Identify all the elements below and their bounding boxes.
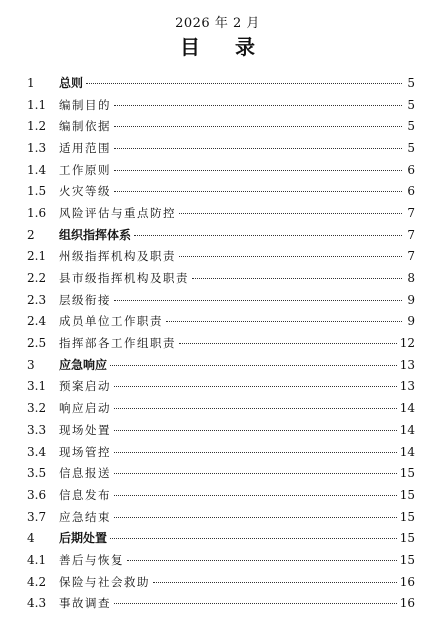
toc-entry-content bbox=[59, 379, 415, 393]
dot-leader bbox=[110, 365, 397, 366]
toc-entry-content bbox=[59, 423, 415, 437]
dot-leader bbox=[114, 191, 402, 192]
toc-entry-title: 预案启动 bbox=[59, 379, 111, 394]
toc-page-number: 16 bbox=[399, 574, 415, 589]
toc-page-number: 8 bbox=[407, 271, 415, 286]
toc-entry-title: 县市级指挥机构及职责 bbox=[59, 271, 189, 286]
toc-page-number: 7 bbox=[407, 205, 415, 220]
toc-entry-number: 2.2 bbox=[27, 271, 47, 286]
toc-entry-content bbox=[59, 575, 415, 589]
toc-entry-number: 1.5 bbox=[27, 184, 47, 199]
toc-entry-title: 适用范围 bbox=[59, 140, 111, 155]
toc-entry-content bbox=[59, 510, 415, 524]
toc-subsection-entry[interactable] bbox=[0, 137, 435, 159]
dot-leader bbox=[114, 473, 397, 474]
toc-entry-title: 风险评估与重点防控 bbox=[59, 205, 176, 220]
toc-entry-title: 指挥部各工作组职责 bbox=[59, 336, 176, 351]
dot-leader bbox=[114, 495, 397, 496]
toc-entry-number: 4.3 bbox=[27, 596, 47, 611]
toc-entry-number: 2.5 bbox=[27, 336, 47, 351]
toc-entry-number: 3.5 bbox=[27, 466, 47, 481]
toc-subsection-entry[interactable] bbox=[0, 289, 435, 311]
toc-entry-number: 3.3 bbox=[27, 422, 47, 437]
toc-subsection-entry[interactable] bbox=[0, 94, 435, 116]
table-of-contents bbox=[0, 72, 435, 614]
toc-entry-content bbox=[59, 141, 415, 155]
toc-subsection-entry[interactable] bbox=[0, 115, 435, 137]
dot-leader bbox=[114, 386, 397, 387]
toc-page-number: 15 bbox=[399, 487, 415, 502]
toc-entry-content bbox=[59, 184, 415, 198]
toc-page-number: 14 bbox=[399, 401, 415, 416]
toc-subsection-entry[interactable] bbox=[0, 180, 435, 202]
toc-subsection-entry[interactable] bbox=[0, 267, 435, 289]
dot-leader bbox=[192, 278, 402, 279]
toc-entry-content bbox=[59, 466, 415, 480]
toc-page-number: 14 bbox=[399, 422, 415, 437]
toc-entry-content bbox=[59, 336, 415, 350]
toc-entry-title: 信息发布 bbox=[59, 487, 111, 502]
toc-entry-title: 响应启动 bbox=[59, 401, 111, 416]
toc-section-entry[interactable] bbox=[0, 72, 435, 94]
toc-entry-content bbox=[59, 249, 415, 263]
toc-entry-content bbox=[59, 76, 415, 90]
toc-entry-title: 层级衔接 bbox=[59, 292, 111, 307]
toc-entry-content bbox=[59, 98, 415, 112]
toc-section-entry[interactable] bbox=[0, 527, 435, 549]
toc-page-number: 13 bbox=[399, 379, 415, 394]
dot-leader bbox=[114, 148, 402, 149]
toc-entry-number: 1.4 bbox=[27, 162, 47, 177]
toc-entry-content bbox=[59, 401, 415, 415]
dot-leader bbox=[114, 430, 397, 431]
toc-subsection-entry[interactable] bbox=[0, 332, 435, 354]
toc-entry-number: 1.6 bbox=[27, 205, 47, 220]
dot-leader bbox=[114, 126, 402, 127]
toc-subsection-entry[interactable] bbox=[0, 549, 435, 571]
toc-page-number: 15 bbox=[399, 509, 415, 524]
toc-subsection-entry[interactable] bbox=[0, 397, 435, 419]
toc-entry-number: 1.1 bbox=[27, 97, 47, 112]
toc-subsection-entry[interactable] bbox=[0, 506, 435, 528]
toc-entry-title: 现场管控 bbox=[59, 444, 111, 459]
toc-entry-title: 编制目的 bbox=[59, 97, 111, 112]
dot-leader bbox=[179, 213, 402, 214]
dot-leader bbox=[153, 582, 397, 583]
dot-leader bbox=[114, 105, 402, 106]
toc-entry-number: 1.2 bbox=[27, 119, 47, 134]
toc-page-number: 15 bbox=[399, 552, 415, 567]
toc-page-number: 15 bbox=[399, 466, 415, 481]
toc-entry-content bbox=[59, 163, 415, 177]
toc-page-number: 7 bbox=[407, 249, 415, 264]
toc-page-number: 6 bbox=[407, 162, 415, 177]
toc-page-number: 5 bbox=[407, 75, 415, 90]
toc-entry-number: 1 bbox=[27, 75, 35, 90]
dot-leader bbox=[179, 256, 402, 257]
toc-entry-title: 保险与社会救助 bbox=[59, 574, 150, 589]
toc-page-number: 5 bbox=[407, 97, 415, 112]
toc-page-number: 15 bbox=[399, 531, 415, 546]
toc-subsection-entry[interactable] bbox=[0, 159, 435, 181]
dot-leader bbox=[114, 300, 402, 301]
dot-leader bbox=[114, 170, 402, 171]
toc-page-number: 5 bbox=[407, 140, 415, 155]
toc-entry-number: 3.7 bbox=[27, 509, 47, 524]
dot-leader bbox=[134, 235, 402, 236]
toc-entry-content bbox=[59, 314, 415, 328]
toc-page-number: 5 bbox=[407, 119, 415, 134]
toc-entry-content bbox=[59, 488, 415, 502]
toc-entry-content bbox=[59, 271, 415, 285]
dot-leader bbox=[110, 538, 397, 539]
toc-entry-title: 现场处置 bbox=[59, 422, 111, 437]
toc-entry-number: 3.2 bbox=[27, 401, 47, 416]
toc-subsection-entry[interactable] bbox=[0, 376, 435, 398]
toc-entry-title: 工作原则 bbox=[59, 162, 111, 177]
toc-entry-number: 4.2 bbox=[27, 574, 47, 589]
toc-page-number: 12 bbox=[399, 336, 415, 351]
dot-leader bbox=[114, 452, 397, 453]
toc-page-number: 6 bbox=[407, 184, 415, 199]
toc-entry-number: 1.3 bbox=[27, 140, 47, 155]
dot-leader bbox=[86, 83, 402, 84]
toc-entry-content bbox=[59, 553, 415, 567]
toc-entry-content bbox=[59, 228, 415, 242]
toc-subsection-entry[interactable] bbox=[0, 419, 435, 441]
toc-entry-title: 成员单位工作职责 bbox=[59, 314, 163, 329]
toc-subsection-entry[interactable] bbox=[0, 202, 435, 224]
dot-leader bbox=[166, 321, 402, 322]
toc-entry-content bbox=[59, 445, 415, 459]
toc-entry-content bbox=[59, 358, 415, 372]
toc-entry-content bbox=[59, 206, 415, 220]
toc-entry-title: 事故调查 bbox=[59, 596, 111, 611]
dot-leader bbox=[114, 603, 397, 604]
dot-leader bbox=[127, 560, 397, 561]
toc-entry-title: 应急结束 bbox=[59, 509, 111, 524]
toc-subsection-entry[interactable] bbox=[0, 441, 435, 463]
toc-entry-content bbox=[59, 119, 415, 133]
toc-entry-number: 2.4 bbox=[27, 314, 47, 329]
toc-entry-title: 编制依据 bbox=[59, 119, 111, 134]
toc-entry-number: 2.3 bbox=[27, 292, 47, 307]
toc-page-number: 9 bbox=[407, 314, 415, 329]
toc-entry-number: 3.6 bbox=[27, 487, 47, 502]
toc-page-number: 14 bbox=[399, 444, 415, 459]
toc-entry-title: 总则 bbox=[59, 75, 84, 90]
toc-entry-title: 善后与恢复 bbox=[59, 552, 124, 567]
toc-subsection-entry[interactable] bbox=[0, 593, 435, 615]
toc-subsection-entry[interactable] bbox=[0, 571, 435, 593]
toc-entry-title: 火灾等级 bbox=[59, 184, 111, 199]
toc-entry-number: 3.1 bbox=[27, 379, 47, 394]
toc-subsection-entry[interactable] bbox=[0, 246, 435, 268]
toc-entry-title: 应急响应 bbox=[59, 357, 108, 372]
document-date: 2026 年 2 月 bbox=[175, 16, 260, 31]
toc-entry-content bbox=[59, 596, 415, 610]
toc-entry-number: 2 bbox=[27, 227, 35, 242]
dot-leader bbox=[114, 517, 397, 518]
dot-leader bbox=[114, 408, 397, 409]
toc-section-entry[interactable] bbox=[0, 354, 435, 376]
toc-entry-number: 3 bbox=[27, 357, 35, 372]
toc-subsection-entry[interactable] bbox=[0, 462, 435, 484]
toc-page-number: 9 bbox=[407, 292, 415, 307]
toc-page-number: 7 bbox=[407, 227, 415, 242]
toc-entry-number: 4.1 bbox=[27, 552, 47, 567]
toc-entry-number: 4 bbox=[27, 531, 35, 546]
toc-entry-title: 信息报送 bbox=[59, 466, 111, 481]
toc-page-number: 16 bbox=[399, 596, 415, 611]
toc-entry-title: 后期处置 bbox=[59, 531, 108, 546]
toc-entry-title: 州级指挥机构及职责 bbox=[59, 249, 176, 264]
page-title: 目 录 bbox=[180, 35, 269, 59]
toc-entry-content bbox=[59, 531, 415, 545]
dot-leader bbox=[179, 343, 397, 344]
toc-subsection-entry[interactable] bbox=[0, 311, 435, 333]
toc-entry-number: 2.1 bbox=[27, 249, 47, 264]
toc-subsection-entry[interactable] bbox=[0, 484, 435, 506]
toc-page-number: 13 bbox=[399, 357, 415, 372]
toc-section-entry[interactable] bbox=[0, 224, 435, 246]
toc-entry-content bbox=[59, 293, 415, 307]
toc-entry-title: 组织指挥体系 bbox=[59, 227, 132, 242]
toc-entry-number: 3.4 bbox=[27, 444, 47, 459]
